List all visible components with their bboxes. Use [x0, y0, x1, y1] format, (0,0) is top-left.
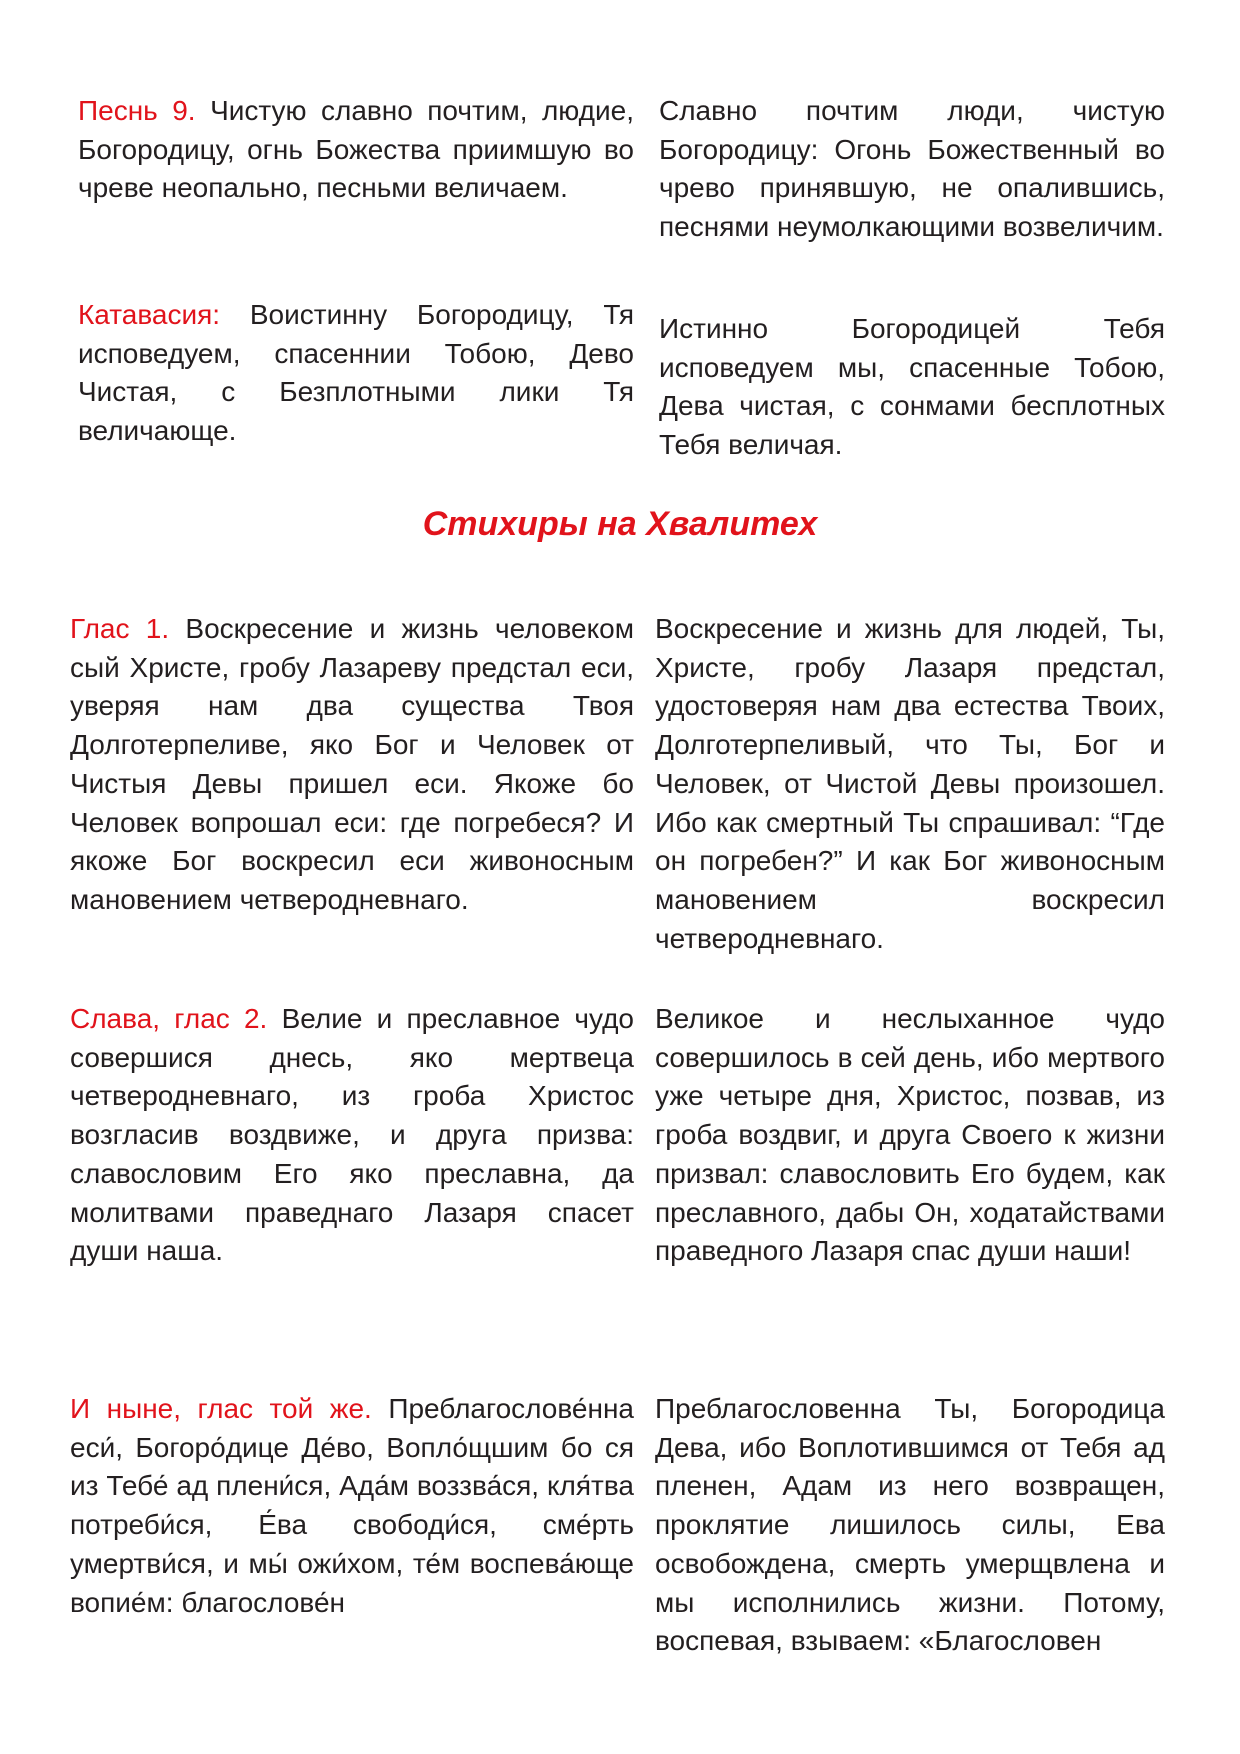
paragraph-text: Воскресение и жизнь человеком сый Христе, гробу Лазареву предстал еси, уверяя нам два существа Твоя Долготерпеливе, яко Бог и Человек от Чистыя Девы пришел еси. Якоже бо Человек вопрошал еси: где погребеся? И якоже Бог воскресил еси живоносным мановением четверодневнаго. [70, 613, 634, 915]
sticheron-3-russian [655, 1390, 1165, 1661]
paragraph-text: Преблагослове́нна еси́, Богоро́дице Де́во, Вопло́щшим бо ся из Тебе́ ад плени́ся, Ада́м воззва́ся, кля́тва потреби́ся, Е́ва свободи́ся, сме́рть умертви́ся, и мы́ ожи́хом, те́м воспева́юще вопие́м: благослове́н [70, 1393, 634, 1618]
katavasia-russian [659, 310, 1165, 465]
paragraph-text: Велие и преславное чудо совершися днесь, яко мертвеца четверодневнаго, из гроба Христос возгласив воздвиже, и друга призва: славословим Его яко преславна, да молитвами праведнаго Лазаря спасет души наша. [70, 1003, 634, 1267]
paragraph-text: Преблагословенна Ты, Богородица Дева, ибо Воплотившимся от Тебя ад пленен, Адам из него возвращен, проклятие лишилось силы, Ева освобождена, смерть умерщвлена и мы исполнились жизни. Потому, воспевая, взываем: «Благословен [655, 1393, 1165, 1657]
paragraph-text: Великое и неслыханное чудо совершилось в сей день, ибо мертвого уже четыре дня, Христос, позвав, из гроба воздвиг, и друга Своего к жизни призвал: славословить Его будем, как преславного, дабы Он, ходатайствами праведного Лазаря спас души наши! [655, 1003, 1165, 1267]
paragraph-text: Истинно Богородицей Тебя исповедуем мы, спасенные Тобою, Дева чистая, с сонмами бесплотных Тебя величая. [659, 313, 1165, 461]
sticheron-1-russian [655, 610, 1165, 958]
sticheron-1-slavonic [70, 610, 634, 920]
sticheron-3-slavonic [70, 1390, 634, 1622]
section-label: Катавасия: [78, 299, 221, 330]
katavasia-slavonic [78, 296, 634, 451]
canon-ode9-russian [659, 92, 1165, 247]
section-label: Слава, глас 2. [70, 1003, 268, 1034]
paragraph-text: Славно почтим люди, чистую Богородицу: Огонь Божественный во чрево принявшую, не опалившись, песнями неумолкающими возвеличим. [659, 95, 1165, 243]
canon-ode9-slavonic [78, 92, 634, 208]
paragraph-text: Воистинну Богородицу, Тя исповедуем, спасеннии Тобою, Дево Чистая, с Безплотными лики Тя величающе. [78, 299, 635, 447]
sticheron-2-russian [655, 1000, 1165, 1271]
section-label: И ныне, глас той же. [70, 1393, 372, 1424]
sticheron-2-slavonic [70, 1000, 634, 1271]
section-label: Песнь 9. [78, 95, 196, 126]
section-label: Глас 1. [70, 613, 170, 644]
paragraph-text: Чистую славно почтим, людие, Богородицу, огнь Божества приимшую во чреве неопально, песньми величаем. [78, 95, 634, 204]
paragraph-text: Воскресение и жизнь для людей, Ты, Христе, гробу Лазаря предстал, удостоверяя нам два естества Твоих, Долготерпеливый, что Ты, Бог и Человек, от Чистой Девы произошел. Ибо как смертный Ты спрашивал: “Где он погребен?” И как Бог живоносным мановением воскресил четверодневнаго. [655, 613, 1165, 954]
section-heading: Стихиры на Хвалитех [422, 505, 818, 543]
